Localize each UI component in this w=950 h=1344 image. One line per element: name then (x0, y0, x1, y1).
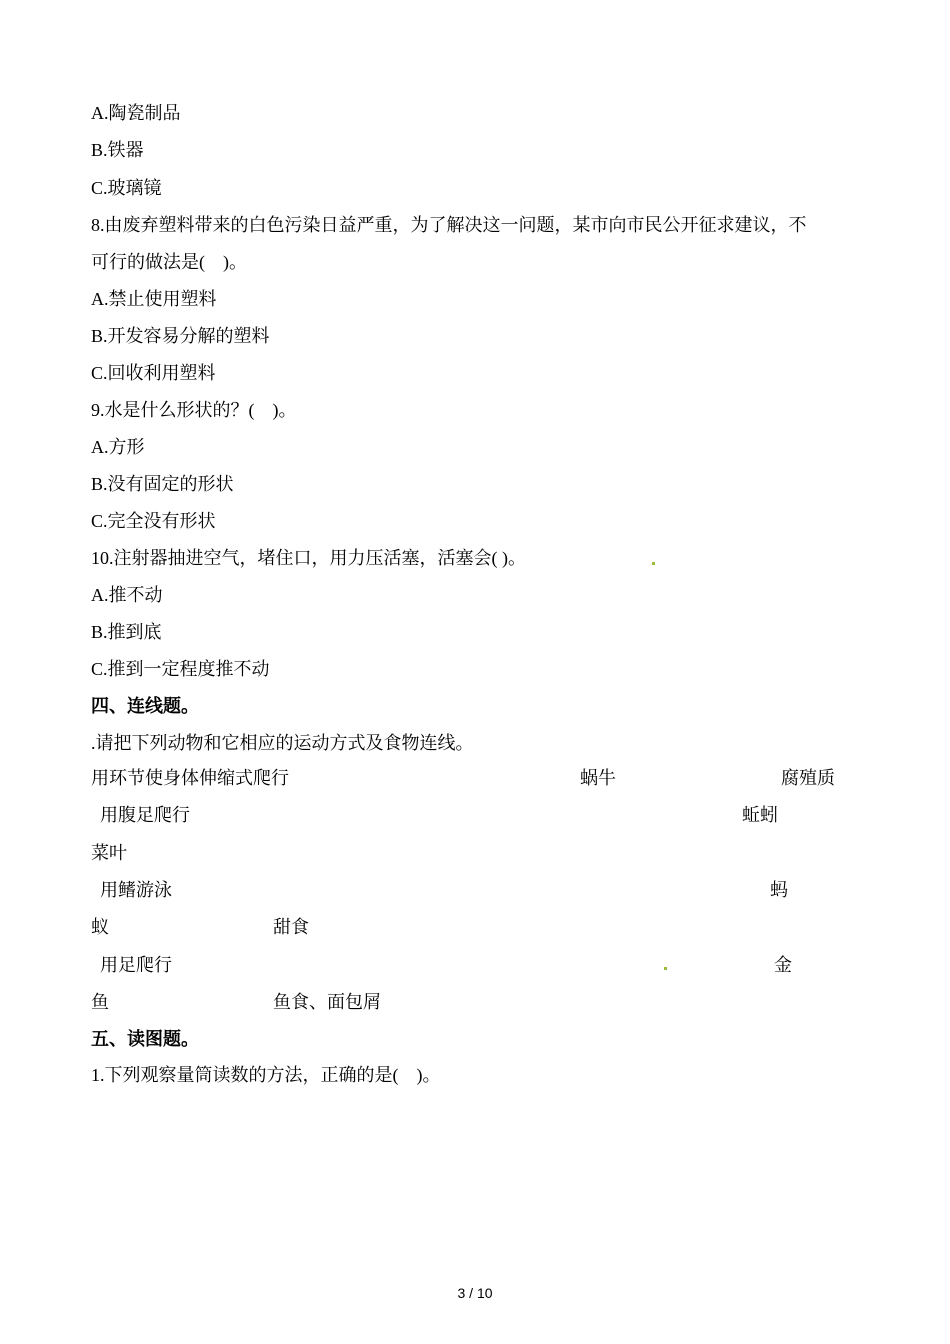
q10-question: 10.注射器抽进空气，堵住口，用力压活塞，活塞会( )。 (91, 548, 526, 568)
green-dot-mark (664, 967, 667, 970)
matching-left-item: 用腹足爬行 (100, 805, 190, 825)
matching-left-item: 用环节使身体伸缩式爬行 (91, 768, 289, 788)
q9-option-a: A.方形 (91, 437, 145, 457)
q10-option-b: B.推到底 (91, 622, 162, 642)
q8-option-b: B.开发容易分解的塑料 (91, 326, 270, 346)
matching-left-item: 用鳍游泳 (100, 880, 172, 900)
q8-option-c: C.回收利用塑料 (91, 363, 216, 383)
q8-option-a: A.禁止使用塑料 (91, 289, 217, 309)
matching-right-item: 金 (774, 955, 792, 975)
section-4-instruction: .请把下列动物和它相应的运动方式及食物连线。 (91, 733, 474, 753)
matching-right-item: 腐殖质 (781, 768, 835, 788)
matching-right-item: 蚯蚓 (742, 805, 778, 825)
matching-left-item: 蚁 (91, 917, 109, 937)
q8-question-line2: 可行的做法是( )。 (91, 252, 247, 272)
q8-question-line1: 8.由废弃塑料带来的白色污染日益严重，为了解决这一问题，某市向市民公开征求建议，不 (91, 215, 807, 235)
section-5-heading: 五、读图题。 (91, 1029, 199, 1049)
matching-middle-item: 鱼食、面包屑 (273, 992, 381, 1012)
section-5-question-1: 1.下列观察量筒读数的方法，正确的是( )。 (91, 1065, 441, 1085)
section-4-heading: 四、连线题。 (91, 696, 199, 716)
q10-option-c: C.推到一定程度推不动 (91, 659, 270, 679)
matching-right-item: 蚂 (770, 880, 788, 900)
matching-middle-item: 甜食 (273, 917, 309, 937)
green-dot-mark (652, 562, 655, 565)
matching-middle-item: 蜗牛 (580, 768, 616, 788)
q9-question: 9.水是什么形状的？( )。 (91, 400, 297, 420)
matching-left-item: 菜叶 (91, 843, 127, 863)
q9-option-b: B.没有固定的形状 (91, 474, 234, 494)
page-number: 3 / 10 (457, 1285, 493, 1301)
q9-option-c: C.完全没有形状 (91, 511, 216, 531)
q10-option-a: A.推不动 (91, 585, 163, 605)
matching-left-item: 鱼 (91, 992, 109, 1012)
matching-left-item: 用足爬行 (100, 955, 172, 975)
q7-option-b: B.铁器 (91, 140, 144, 160)
q7-option-c: C.玻璃镜 (91, 178, 162, 198)
q7-option-a: A.陶瓷制品 (91, 103, 181, 123)
